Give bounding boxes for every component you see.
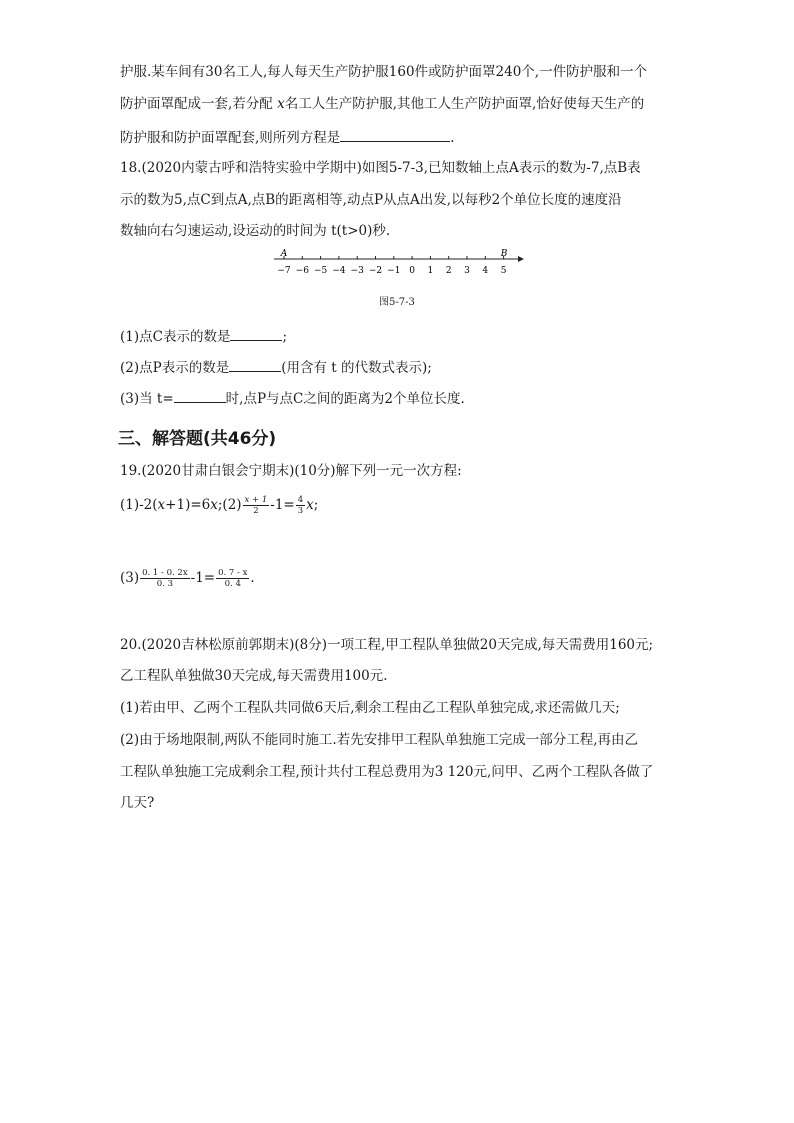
tick-label: −6 xyxy=(295,266,309,276)
text-line-2 xyxy=(120,95,644,113)
point-b-label: B xyxy=(500,249,508,259)
q19-3a: (3) xyxy=(120,570,140,586)
axis-arrow-icon xyxy=(518,256,524,262)
q20-line-5: 工程队单独施工完成剩余工程,预计共付工程总费用为3 120元,问甲、乙两个工程队各做了 xyxy=(120,764,654,780)
q19-3-fraction2: $\frac{0. 7 - x}{0. 4}$ xyxy=(218,568,248,589)
answer-blank-18-2[interactable] xyxy=(229,357,281,372)
q19-2-var: x xyxy=(306,497,314,513)
q19-1b: +1)=6 xyxy=(165,497,211,513)
q18-line-3: 数轴向右匀速运动,设运动的时间为 t(t>0)秒. xyxy=(120,223,391,239)
text-line-1: 护服.某车间有30名工人,每人每天生产防护服160件或防护面罩240个,一件防护服和一个 xyxy=(120,64,648,80)
q18-sub-1b: ; xyxy=(282,329,288,345)
q18-sub-2a: (2)点P表示的数是 xyxy=(120,360,230,376)
text-line-3a: 防护服和防护面罩配套,则所列方程是 xyxy=(120,130,341,146)
q18-line-1: 18.(2020内蒙古呼和浩特实验中学期中)如图5-7-3,已知数轴上点A表示的数为-7,点B表 xyxy=(120,160,641,176)
q20-line-4: (2)由于场地限制,两队不能同时施工.若先安排甲工程队单独施工完成一部分工程,再由乙 xyxy=(120,732,638,748)
q19-eq-3 xyxy=(120,568,255,589)
tick-label: −5 xyxy=(313,266,328,276)
text-line-3 xyxy=(120,127,455,147)
q18-sub-3b: 时,点P与点C之间的距离为2个单位长度. xyxy=(225,391,465,407)
tick-label: 3 xyxy=(464,266,470,276)
answer-blank-17[interactable] xyxy=(340,127,450,142)
q19-eq-1-2 xyxy=(120,495,318,516)
q18-sub-3a: (3)当 t= xyxy=(120,391,174,407)
q19-1a: (1)-2( xyxy=(120,497,158,513)
q19-2-fraction: $\frac{x + 1}{2}$ xyxy=(244,495,268,516)
number-line-figure xyxy=(270,248,530,284)
section-heading: 三、解答题(共46分) xyxy=(118,429,277,449)
tick-label: 1 xyxy=(427,266,434,276)
q19-2-end: ; xyxy=(313,497,319,513)
q18-sub-2b: (用含有 t 的代数式表示); xyxy=(281,360,432,376)
q20-line-6: 几天? xyxy=(120,795,155,811)
text-line-3end: . xyxy=(450,130,455,146)
tick-label: −4 xyxy=(332,266,346,276)
tick-label: −2 xyxy=(368,266,383,276)
q20-line-2: 乙工程队单独做30天完成,每天需费用100元. xyxy=(120,668,388,684)
tick-label: 2 xyxy=(445,266,452,276)
q19-3-mid: -1= xyxy=(190,570,216,586)
q18-sub-1a: (1)点C表示的数是 xyxy=(120,329,231,345)
q18-sub-1 xyxy=(120,326,287,346)
q19-2-mid: -1= xyxy=(270,497,295,513)
q19-1-var2: x xyxy=(210,497,218,513)
q19-line: 19.(2020甘肃白银会宁期末)(10分)解下列一元一次方程: xyxy=(120,463,462,479)
q19-1-var: x xyxy=(157,497,166,513)
q20-line-1: 20.(2020吉林松原前郭期末)(8分)一项工程,甲工程队单独做20天完成,每天需费用160元; xyxy=(120,637,654,653)
tick-label: 5 xyxy=(500,266,507,276)
text-line-2b: 名工人生产防护服,其他工人生产防护面罩,恰好使每天生产的 xyxy=(284,96,645,112)
tick-label: −7 xyxy=(277,266,291,276)
tick-label: 0 xyxy=(409,266,415,276)
q19-3-fraction: $\frac{0. 1 - 0. 2x}{0. 3}$ xyxy=(142,568,188,589)
answer-blank-18-1[interactable] xyxy=(230,326,282,341)
tick-label: −3 xyxy=(350,266,364,276)
tick-label: −1 xyxy=(387,266,401,276)
q19-2-fraction2: $\frac{4}{3}$ xyxy=(297,495,304,516)
figure-caption: 图5-7-3 xyxy=(379,297,415,308)
q20-line-3: (1)若由甲、乙两个工程队共同做6天后,剩余工程由乙工程队单独完成,求还需做几天; xyxy=(120,700,620,716)
var-x: x xyxy=(277,96,285,112)
answer-blank-18-3[interactable] xyxy=(174,388,226,403)
q19-1c: ;(2) xyxy=(217,497,242,513)
q18-line-2: 示的数为5,点C到点A,点B的距离相等,动点P从点A出发,以每秒2个单位长度的速度沿 xyxy=(120,192,622,208)
point-a-label: A xyxy=(280,249,288,259)
text-line-2a: 防护面罩配成一套,若分配 xyxy=(120,96,278,112)
q18-sub-3 xyxy=(120,388,465,408)
q19-3-end: . xyxy=(250,570,255,586)
q18-sub-2 xyxy=(120,357,432,377)
tick-label: 4 xyxy=(482,266,489,276)
